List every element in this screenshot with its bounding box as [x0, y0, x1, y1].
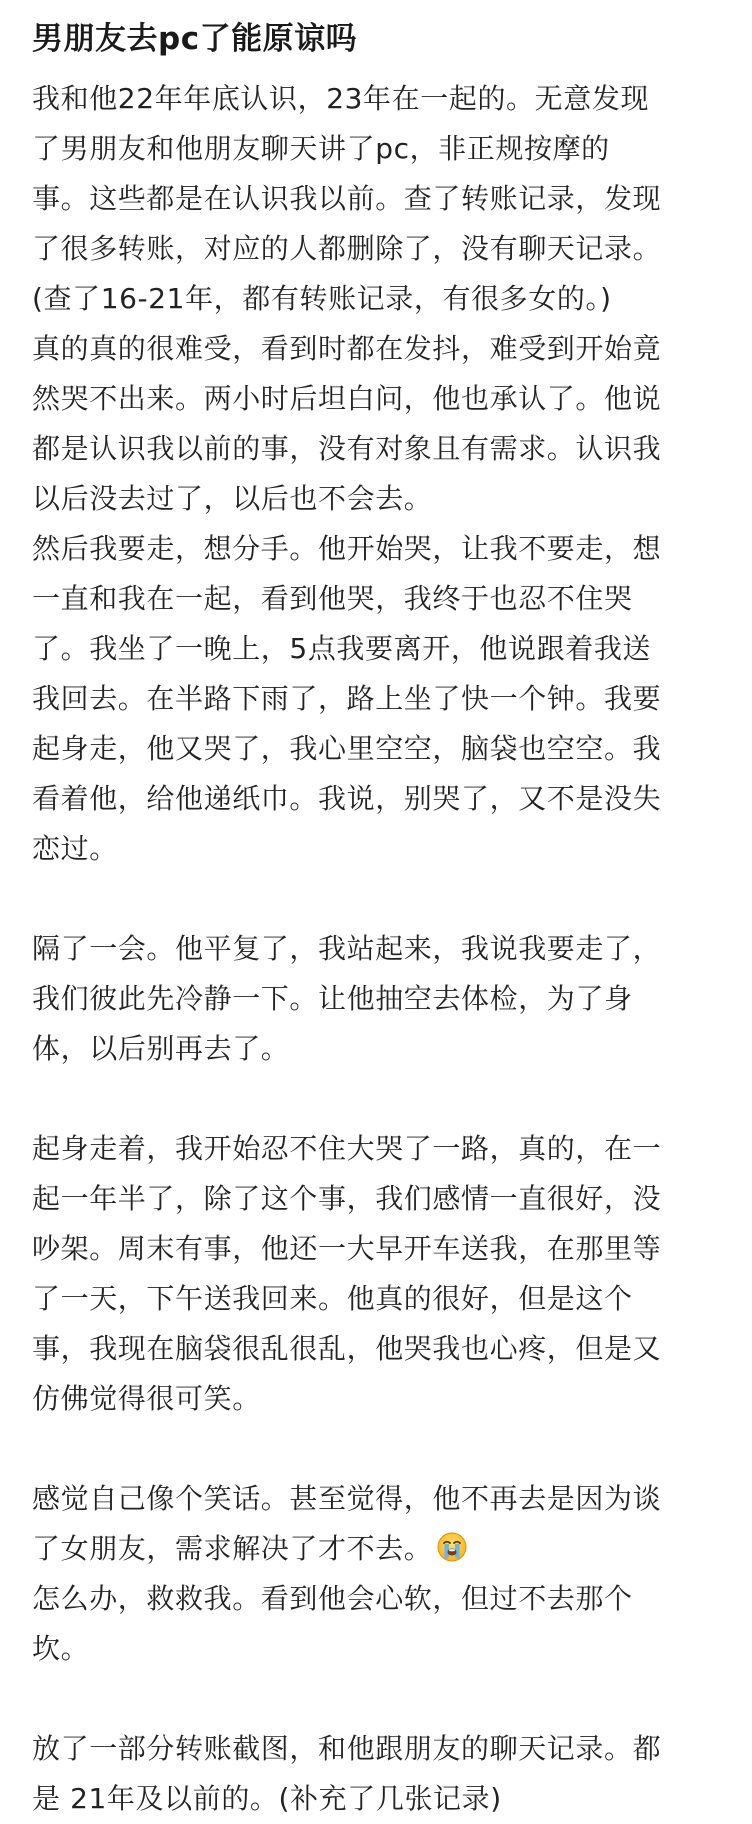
- text-line: [32, 1624, 724, 1674]
- text-line: [32, 924, 724, 974]
- text-line-content: 都是认识我以前的事，没有对象且有需求。认识我: [32, 432, 662, 465]
- text-line-content: 然哭不出来。两小时后坦白问，他也承认了。他说: [32, 382, 662, 415]
- text-line-content: 看着他，给他递纸巾。我说，别哭了，又不是没失: [32, 782, 662, 815]
- text-line-content: 仿佛觉得很可笑。: [32, 1382, 261, 1415]
- text-line-content: 了男朋友和他朋友聊天讲了pc，非正规按摩的: [32, 132, 610, 165]
- text-line: [32, 1724, 724, 1774]
- crying-face-icon: [436, 1529, 468, 1561]
- text-line-content: 怎么办，救救我。看到他会心软，但过不去那个: [32, 1582, 633, 1615]
- text-line: [32, 1524, 724, 1574]
- text-line: [32, 1124, 724, 1174]
- text-line: [32, 374, 724, 424]
- text-line-content: 了一天，下午送我回来。他真的很好，但是这个: [32, 1282, 633, 1315]
- text-line: [32, 74, 724, 124]
- post-title: 男朋友去pc了能原谅吗: [32, 21, 358, 57]
- text-line-content: 了女朋友，需求解决了才不去。: [32, 1532, 433, 1565]
- text-line: [32, 174, 724, 224]
- text-line-content: 我们彼此先冷静一下。让他抽空去体检，为了身: [32, 982, 633, 1015]
- text-line: [32, 724, 724, 774]
- paragraph: [32, 1724, 724, 1824]
- text-line: [32, 224, 724, 274]
- text-line: [32, 1374, 724, 1424]
- text-line: [32, 1024, 724, 1074]
- paragraph-gap: [32, 1424, 724, 1474]
- text-line: [32, 324, 724, 374]
- text-line-content: 体，以后别再去了。: [32, 1032, 290, 1065]
- paragraph-gap: [32, 1074, 724, 1124]
- text-line-content: 起身走着，我开始忍不住大哭了一路，真的，在一: [32, 1132, 662, 1165]
- paragraph: [32, 1474, 724, 1674]
- paragraph-gap: [32, 1674, 724, 1724]
- post-body: [32, 74, 724, 1824]
- text-line-content: 恋过。: [32, 832, 118, 865]
- text-line: [32, 1174, 724, 1224]
- text-line: [32, 624, 724, 674]
- text-line-content: 事。这些都是在认识我以前。查了转账记录，发现: [32, 182, 662, 215]
- text-line-content: 了。我坐了一晚上，5点我要离开，他说跟着我送: [32, 632, 652, 665]
- text-line: [32, 574, 724, 624]
- text-line: [32, 1474, 724, 1524]
- paragraph-gap: [32, 874, 724, 924]
- text-line: [32, 1274, 724, 1324]
- text-line: [32, 824, 724, 874]
- paragraph: [32, 74, 724, 874]
- paragraph: [32, 924, 724, 1074]
- text-line: [32, 274, 724, 324]
- text-line-content: 起一年半了，除了这个事，我们感情一直很好，没: [32, 1182, 662, 1215]
- text-line-content: 事，我现在脑袋很乱很乱，他哭我也心疼，但是又: [32, 1332, 662, 1365]
- text-line-content: 坎。: [32, 1632, 90, 1665]
- text-line-content: 感觉自己像个笑话。甚至觉得，他不再去是因为谈: [32, 1482, 662, 1515]
- text-line-content: 是 21年及以前的。(补充了几张记录): [32, 1782, 502, 1815]
- text-line: [32, 1774, 724, 1824]
- text-line: [32, 1224, 724, 1274]
- text-line-content: 然后我要走，想分手。他开始哭，让我不要走，想: [32, 532, 662, 565]
- text-line: [32, 674, 724, 724]
- text-line: [32, 474, 724, 524]
- text-line: [32, 1574, 724, 1624]
- text-line: [32, 1324, 724, 1374]
- text-line: [32, 974, 724, 1024]
- post: [32, 12, 724, 1824]
- text-line-content: 我和他22年年底认识，23年在一起的。无意发现: [32, 82, 650, 115]
- text-line-content: (查了16-21年，都有转账记录，有很多女的。): [32, 282, 612, 315]
- text-line-content: 一直和我在一起，看到他哭，我终于也忍不住哭: [32, 582, 633, 615]
- text-line-content: 以后没去过了，以后也不会去。: [32, 482, 433, 515]
- text-line: [32, 124, 724, 174]
- text-line-content: 隔了一会。他平复了，我站起来，我说我要走了，: [32, 932, 662, 965]
- text-line-content: 了很多转账，对应的人都删除了，没有聊天记录。: [32, 232, 662, 265]
- text-line-content: 我回去。在半路下雨了，路上坐了快一个钟。我要: [32, 682, 662, 715]
- text-line: [32, 774, 724, 824]
- text-line: [32, 424, 724, 474]
- text-line-content: 真的真的很难受，看到时都在发抖，难受到开始竟: [32, 332, 662, 365]
- text-line-content: 吵架。周末有事，他还一大早开车送我，在那里等: [32, 1232, 662, 1265]
- text-line-content: 起身走，他又哭了，我心里空空，脑袋也空空。我: [32, 732, 662, 765]
- text-line: [32, 524, 724, 574]
- text-line-content: 放了一部分转账截图，和他跟朋友的聊天记录。都: [32, 1732, 662, 1765]
- paragraph: [32, 1124, 724, 1424]
